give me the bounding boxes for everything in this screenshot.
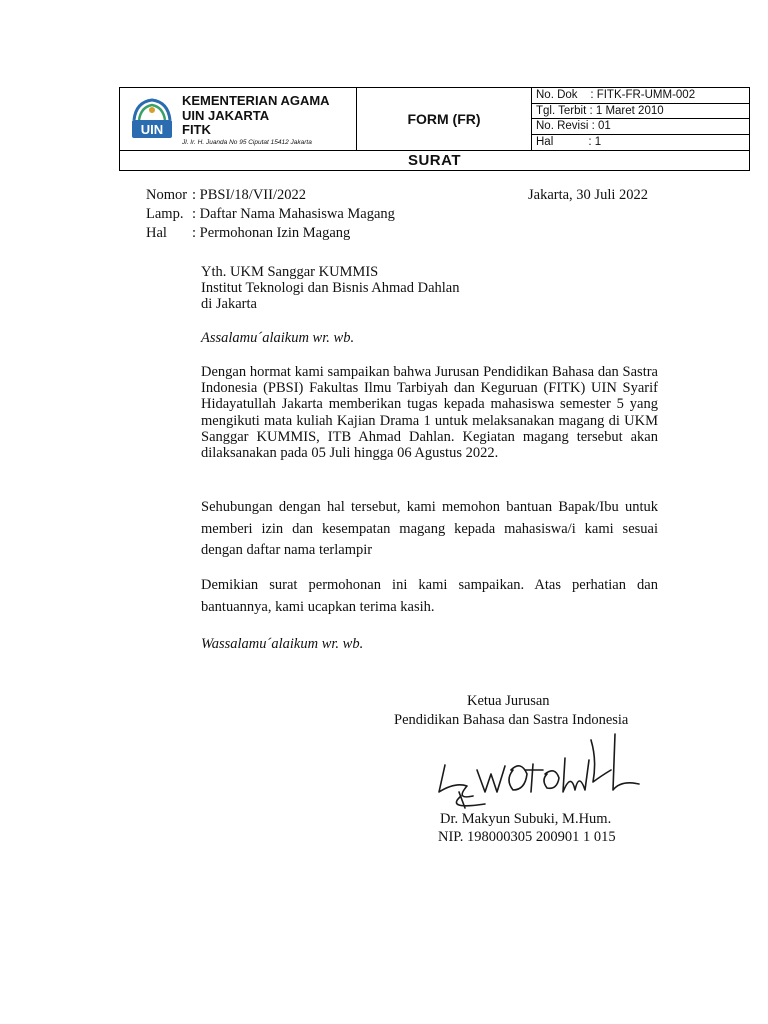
signer-nip: NIP. 198000305 200901 1 015 (438, 829, 616, 845)
signer-name: Dr. Makyun Subuki, M.Hum. (440, 811, 612, 827)
recipient-line-1: Yth. UKM Sanggar KUMMIS (201, 264, 379, 280)
faculty-name: FITK (182, 122, 211, 137)
document-header (119, 87, 750, 171)
place-date: Jakarta, 30 Juli 2022 (528, 187, 649, 203)
nomor-label: Nomor (146, 187, 188, 203)
uin-logo (128, 96, 176, 142)
lamp-value: : Daftar Nama Mahasiswa Magang (192, 206, 395, 222)
page-number: Hal : 1 (536, 135, 602, 148)
handwritten-signature (425, 730, 655, 815)
body-paragraph-1: Dengan hormat kami sampaikan bahwa Jurusan Pendidikan Bahasa dan Sastra Indonesia (PBSI) Fakultas Ilmu Tarbiyah dan Keguruan (FITK) UIN Syarif Hidayatullah Jakarta memberikan tugas kepada mahasiswa semester 5 yang mengikuti mata kuliah Kajian Drama 1 untuk melaksanakan magang di UKM Sanggar KUMMIS, ITB Ahmad Dahlan. Kegiatan magang tersebut akan dilaksanakan pada 05 Juli hingga 06 Agustus 2022. (201, 364, 658, 462)
lamp-label: Lamp. (146, 206, 184, 222)
document-title: SURAT (120, 150, 749, 170)
doc-number: No. Dok : FITK-FR-UMM-002 (532, 88, 749, 104)
hal-label: Hal (146, 225, 167, 241)
institution-name (182, 94, 330, 138)
hal-value: : Permohonan Izin Magang (192, 225, 351, 241)
body-paragraph-3: Demikian surat permohonan ini kami sampaikan. Atas perhatian dan bantuannya, kami ucapkan terima kasih. (201, 577, 658, 615)
recipient-line-3: di Jakarta (201, 296, 257, 312)
university-name: UIN JAKARTA (182, 107, 270, 123)
svg-text:UIN: UIN (140, 122, 164, 137)
nomor-value: : PBSI/18/VII/2022 (192, 187, 306, 203)
signer-title-2: Pendidikan Bahasa dan Sastra Indonesia (394, 712, 629, 728)
greeting: Assalamu´alaikum wr. wb. (201, 330, 355, 346)
issue-date: Tgl. Terbit : 1 Maret 2010 (532, 104, 749, 120)
closing-greeting: Wassalamu´alaikum wr. wb. (201, 636, 364, 652)
ministry-name: KEMENTERIAN AGAMA (182, 93, 330, 108)
revision-number: No. Revisi : 01 (532, 119, 749, 135)
body-paragraph-2: Sehubungan dengan hal tersebut, kami memohon bantuan Bapak/Ibu untuk memberi izin dan kesempatan magang kepada mahasiswa/i kami sesuai dengan daftar nama terlampir (201, 499, 658, 558)
document-meta (532, 88, 749, 150)
institution-cell (120, 88, 357, 150)
recipient-line-2: Institut Teknologi dan Bisnis Ahmad Dahlan (201, 280, 460, 296)
institution-address: Jl. Ir. H. Juanda No 95 Ciputat 15412 Jakarta (182, 139, 312, 146)
form-label: FORM (FR) (357, 88, 532, 150)
signer-title-1: Ketua Jurusan (467, 693, 550, 709)
